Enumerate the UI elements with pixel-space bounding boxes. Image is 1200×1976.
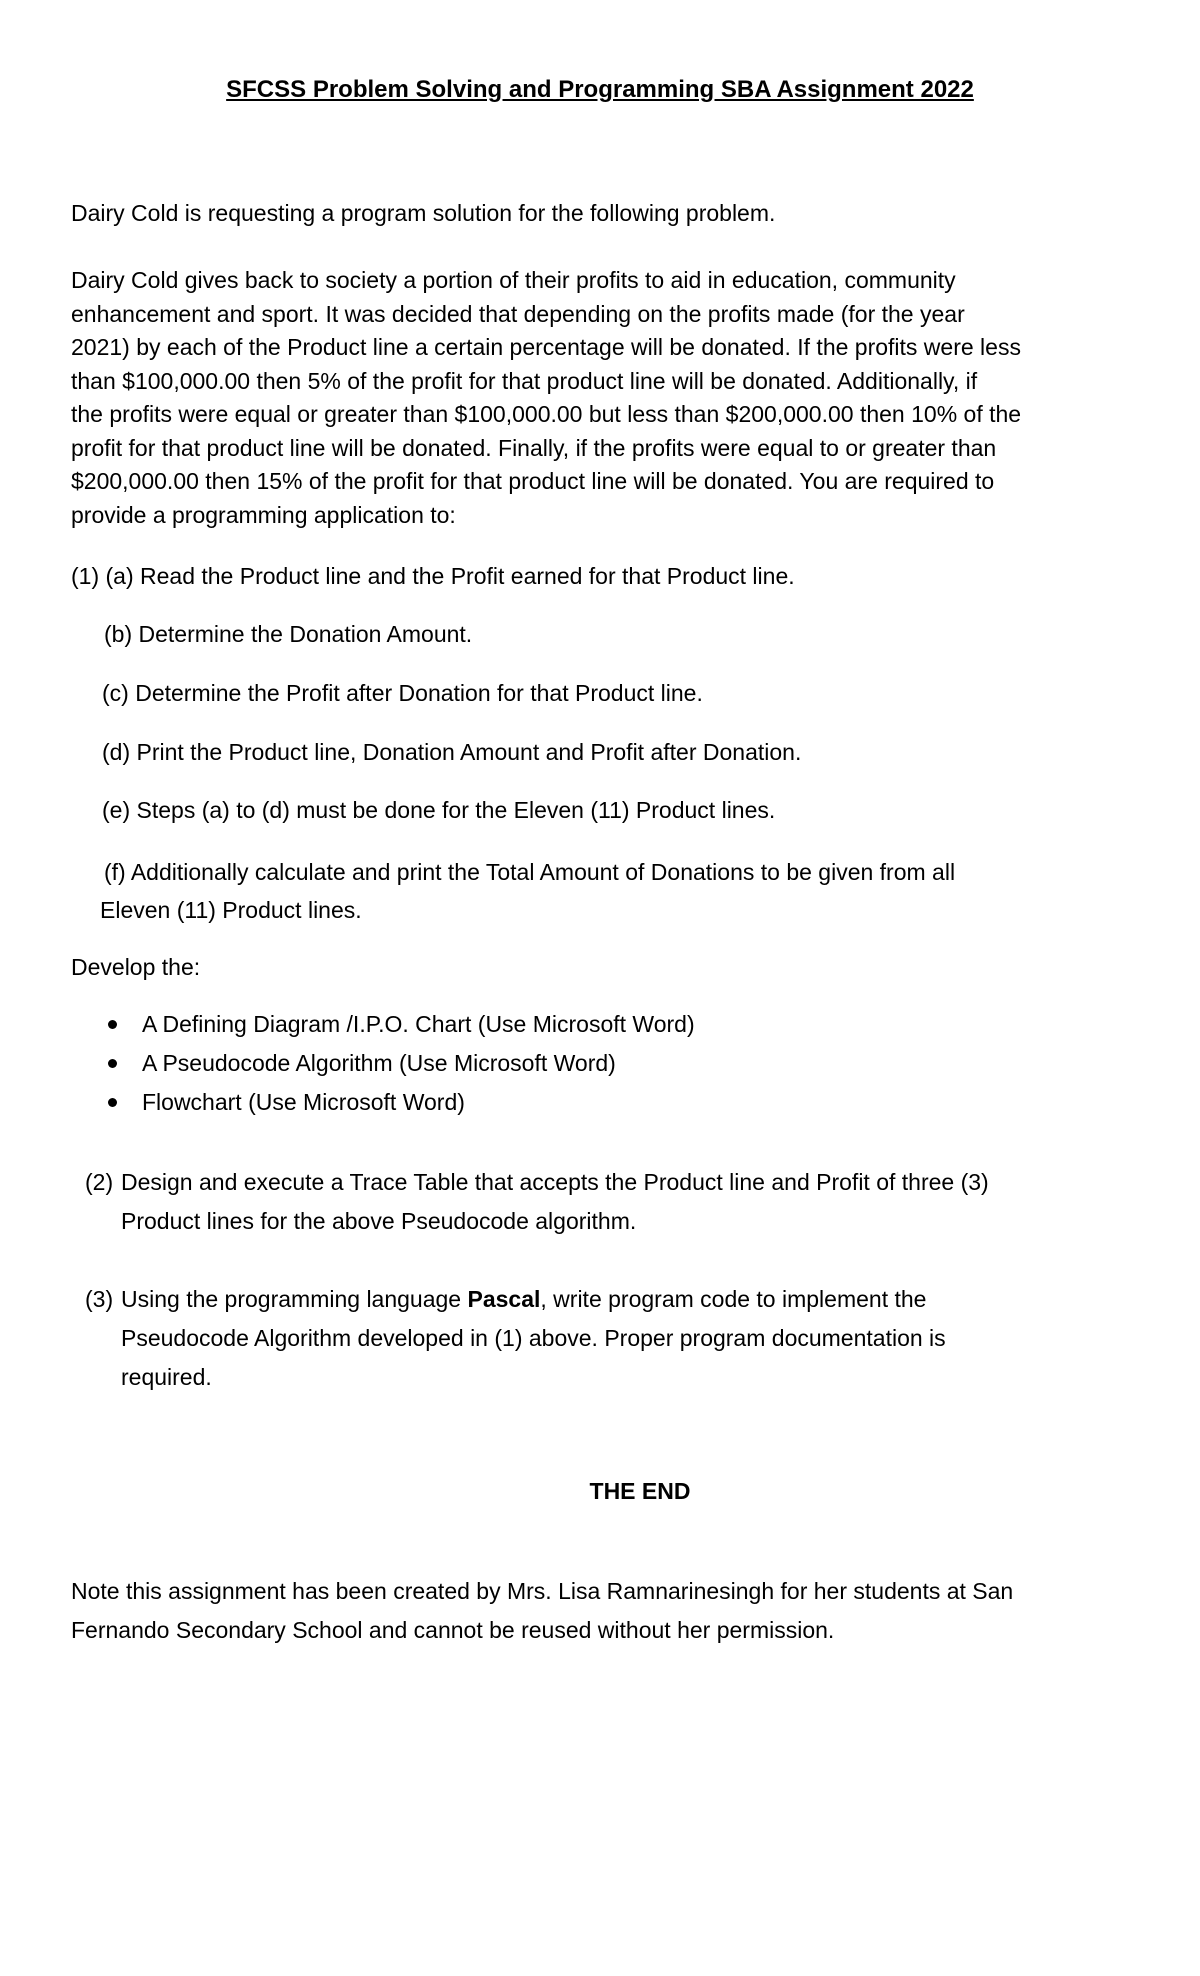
description-line: provide a programming application to: <box>71 501 456 528</box>
pascal-keyword: Pascal <box>467 1286 541 1312</box>
develop-list-item: A Pseudocode Algorithm (Use Microsoft Word) <box>104 1044 695 1083</box>
task1-item-a: (1) (a) Read the Product line and the Profit earned for that Product line. <box>71 563 795 589</box>
develop-list-item: Flowchart (Use Microsoft Word) <box>104 1083 695 1122</box>
document-title: SFCSS Problem Solving and Programming SBA Assignment 2022 <box>226 76 974 103</box>
task1-item-b: (b) Determine the Donation Amount. <box>104 621 473 647</box>
task2-line: Design and execute a Trace Table that accepts the Product line and Profit of three (3) <box>121 1169 989 1195</box>
description-line: 2021) by each of the Product line a certain percentage will be donated. If the profits were less <box>71 334 1021 360</box>
task1-item-f-line: (f) Additionally calculate and print the Total Amount of Donations to be given from all <box>104 859 956 885</box>
intro-paragraph: Dairy Cold is requesting a program solution for the following problem. <box>71 200 776 226</box>
note-line: Note this assignment has been created by Mrs. Lisa Ramnarinesingh for her students at San <box>71 1578 1014 1604</box>
task2-number: (2) <box>85 1169 114 1195</box>
note-line: Fernando Secondary School and cannot be reused without her permission. <box>71 1617 835 1643</box>
develop-label: Develop the: <box>71 954 201 980</box>
the-end-heading: THE END <box>589 1478 691 1504</box>
task1-item-f <box>100 853 956 929</box>
description-line: than $100,000.00 then 5% of the profit for that product line will be donated. Additionally, if <box>71 367 978 394</box>
description-line: $200,000.00 then 15% of the profit for that product line will be donated. You are required to <box>71 468 995 494</box>
bullet-icon <box>108 1059 117 1068</box>
note-paragraph <box>71 1572 1013 1650</box>
task1-item-e: (e) Steps (a) to (d) must be done for the Eleven (11) Product lines. <box>102 797 776 823</box>
bullet-icon <box>108 1098 117 1107</box>
description-line: Dairy Cold gives back to society a portion of their profits to aid in education, community <box>71 267 956 293</box>
bullet-icon <box>108 1020 117 1029</box>
task3-text <box>121 1280 946 1397</box>
task3-line: required. <box>121 1364 212 1390</box>
task1-item-c: (c) Determine the Profit after Donation for that Product line. <box>102 680 703 706</box>
task3-line: Using the programming language Pascal, write program code to implement the <box>121 1286 927 1312</box>
description-line: profit for that product line will be donated. Finally, if the profits were equal to or greater than <box>71 434 997 461</box>
task1-item-f-line: Eleven (11) Product lines. <box>100 897 362 923</box>
description-line: the profits were equal or greater than $100,000.00 but less than $200,000.00 then 10% of the <box>71 401 1022 427</box>
description-line: enhancement and sport. It was decided that depending on the profits made (for the year <box>71 300 965 327</box>
task2-line: Product lines for the above Pseudocode algorithm. <box>121 1208 637 1234</box>
task3-line: Pseudocode Algorithm developed in (1) above. Proper program documentation is <box>121 1325 946 1351</box>
develop-list <box>104 1005 695 1122</box>
task1-item-d: (d) Print the Product line, Donation Amount and Profit after Donation. <box>102 739 802 765</box>
task2-text <box>121 1163 989 1241</box>
description-paragraph <box>71 264 1021 532</box>
develop-list-item: A Defining Diagram /I.P.O. Chart (Use Microsoft Word) <box>104 1005 695 1044</box>
task3-number: (3) <box>85 1286 114 1312</box>
